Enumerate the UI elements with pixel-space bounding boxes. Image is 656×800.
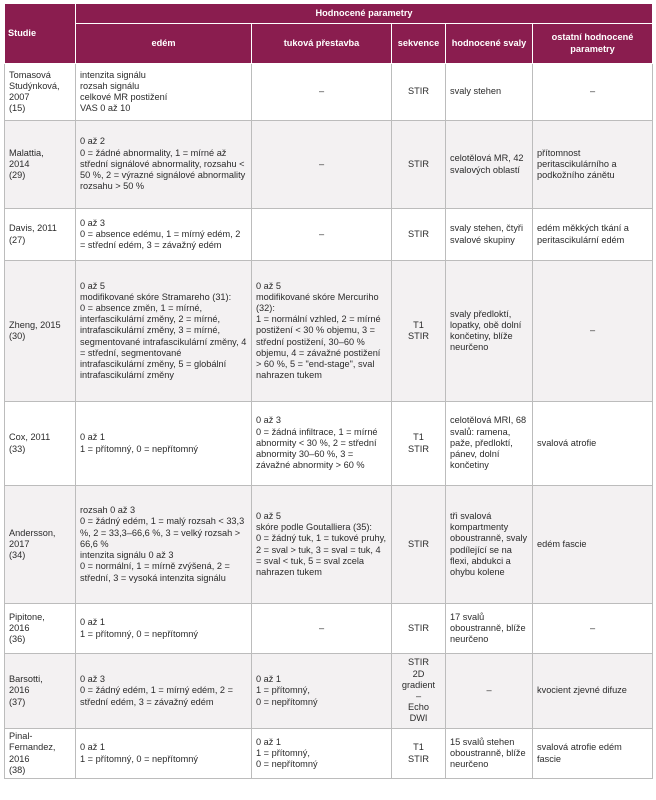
cell-line: T1	[413, 742, 424, 753]
cell-line: (29)	[9, 170, 26, 181]
cell-line: (36)	[9, 634, 26, 645]
cell-svaly	[446, 121, 533, 209]
cell-line: 0 = nepřítomný	[256, 696, 318, 707]
cell-line: gradient	[401, 679, 436, 690]
cell-edem	[76, 261, 252, 402]
cell-line: svaly stehen, čtyři svalové skupiny	[450, 223, 524, 245]
cell-line: 0 až 3	[80, 674, 106, 685]
cell-studie	[5, 486, 76, 604]
cell-ostatni	[533, 654, 653, 729]
cell-sekvence	[392, 654, 446, 729]
cell-line: (15)	[9, 103, 26, 114]
cell-tuk	[252, 654, 392, 729]
cell-line: (30)	[9, 331, 26, 341]
cell-line: kvocient zjevné difuze	[537, 685, 627, 696]
cell-line: 0 = absence edému, 1 = mírný edém, 2 = střední edém, 3 = závažný edém	[80, 228, 241, 251]
cell-edem	[76, 729, 252, 779]
cell-studie	[5, 121, 76, 209]
cell-sekvence	[392, 261, 446, 402]
header-svaly: hodnocené svaly	[446, 24, 533, 64]
cell-svaly	[446, 604, 533, 654]
cell-tuk	[252, 729, 392, 779]
cell-svaly	[446, 209, 533, 261]
cell-line: 0 = normální, 1 = mírně zvýšená, 2 = střední, 3 = vysoká intenzita signálu	[80, 561, 230, 583]
cell-edem	[76, 604, 252, 654]
cell-line: 0 až 1	[80, 617, 106, 628]
header-ostatni: ostatní hodnocené parametry	[533, 24, 653, 64]
cell-sekvence	[392, 604, 446, 654]
cell-line: 0 = žádná infiltrace, 1 = mírné abnormity < 30 %, 2 = střední abnormity 30–60 %, 3 = závažné abnormity > 60 %	[256, 426, 378, 471]
cell-line: 2014	[9, 158, 30, 169]
cell-line: Tomasová	[9, 69, 51, 80]
table-body	[5, 64, 653, 779]
cell-studie	[5, 261, 76, 402]
cell-line: STIR	[408, 331, 429, 341]
cell-line: 0 = žádný edém, 1 = mírný edém, 2 = střední edém, 3 = závažný edém	[80, 685, 233, 707]
cell-studie	[5, 604, 76, 654]
cell-line: (27)	[9, 234, 26, 245]
cell-sekvence	[392, 486, 446, 604]
cell-line: celotělová MR, 42 svalových oblastí	[450, 153, 524, 175]
cell-line: Malattia,	[9, 147, 44, 158]
cell-line: modifikované skóre Stramareho (31):	[80, 291, 232, 302]
cell-line: 0 = žádný tuk, 1 = tukové pruhy, 2 = sval > tuk, 3 = sval = tuk, 4 = sval < tuk, 5 = sval zcela nahrazen tukem	[256, 533, 387, 577]
cell-line: 2D	[412, 668, 425, 679]
cell-line: 0 až 1	[80, 432, 106, 443]
cell-ostatni	[533, 209, 653, 261]
cell-ostatni	[533, 64, 653, 121]
cell-tuk	[252, 121, 392, 209]
cell-line: 2016	[9, 622, 30, 633]
cell-line: Davis, 2011	[9, 223, 57, 234]
table-row	[5, 261, 653, 402]
cell-line: Barsotti,	[9, 674, 43, 685]
cell-ostatni	[533, 604, 653, 654]
cell-studie	[5, 209, 76, 261]
cell-line: (33)	[9, 443, 26, 454]
cell-line: 0 až 1	[256, 736, 282, 747]
cell-line: 1 = přítomný,	[256, 747, 310, 758]
cell-line: –	[318, 228, 325, 239]
cell-line: STIR	[408, 158, 429, 169]
cell-line: DWI	[409, 713, 428, 724]
cell-line: intenzita signálu 0 až 3	[80, 550, 174, 561]
cell-ostatni	[533, 402, 653, 486]
header-sekvence: sekvence	[392, 24, 446, 64]
cell-line: rozsah signálu	[80, 80, 140, 91]
cell-line: 1 = normální vzhled, 2 = mírné postižení < 30 % objemu, 3 = střední postižení, 30–60 % objemu, 4 = závažné postižení > 60 %, 5 = "end-stage", sval nahrazen tukem	[256, 314, 381, 381]
cell-line: –	[486, 685, 492, 696]
cell-line: 2016	[9, 753, 30, 764]
cell-line: T1	[413, 319, 424, 330]
cell-studie	[5, 654, 76, 729]
cell-line: edém fascie	[537, 538, 587, 549]
cell-line: 15 svalů stehen oboustranně, blíže neurčeno	[450, 736, 526, 770]
cell-sekvence	[392, 209, 446, 261]
table-row	[5, 604, 653, 654]
cell-line: svaly předloktí, lopatky, obě dolní končetiny, blíže neurčeno	[450, 308, 522, 353]
cell-line: 0 = absence změn, 1 = mírné, interfascikulární změny, 2 = mírné, intrafascikulární změny, 3 = mírné, segmentované intrafascikulární změny, 4 = střední, segmentované intrafascikulární změny, 5 = globální intrafascikulární změny	[80, 302, 247, 381]
header-group: Hodnocené parametry	[76, 4, 653, 24]
cell-line: 1 = přítomný, 0 = nepřítomný	[80, 753, 198, 764]
table-row	[5, 654, 653, 729]
table-row	[5, 486, 653, 604]
cell-line: přítomnost peritascikulárního a podkožního zánětu	[537, 147, 617, 181]
parameters-table	[4, 3, 653, 779]
header-edem: edém	[76, 24, 252, 64]
cell-line: 1 = přítomný,	[256, 685, 310, 696]
cell-studie	[5, 64, 76, 121]
cell-line: Pipitone,	[9, 611, 45, 622]
cell-sekvence	[392, 729, 446, 779]
cell-ostatni	[533, 261, 653, 402]
cell-line: –	[589, 325, 596, 336]
table-header	[5, 4, 653, 64]
cell-line: 0 až 2	[80, 136, 106, 147]
cell-line: STIR	[408, 753, 429, 764]
cell-ostatni	[533, 121, 653, 209]
cell-line: STIR	[408, 538, 429, 549]
cell-edem	[76, 402, 252, 486]
table-row	[5, 729, 653, 779]
cell-ostatni	[533, 729, 653, 779]
cell-line: STIR	[408, 86, 429, 97]
header-studie: Studie	[5, 4, 76, 64]
cell-line: 1 = přítomný, 0 = nepřítomný	[80, 443, 198, 454]
cell-line: Echo	[408, 702, 429, 713]
cell-edem	[76, 64, 252, 121]
cell-line: 0 až 5	[256, 280, 282, 291]
cell-line: edém měkkých tkání a peritascikulární edém	[537, 223, 629, 245]
cell-line: –	[318, 622, 325, 633]
cell-line: 0 až 5	[80, 280, 106, 291]
cell-svaly	[446, 654, 533, 729]
cell-edem	[76, 121, 252, 209]
header-tuk: tuková přestavba	[252, 24, 392, 64]
cell-line: celotělová MRI, 68 svalů: ramena, paže, předloktí, pánev, dolní končetiny	[450, 415, 527, 471]
cell-sekvence	[392, 121, 446, 209]
cell-svaly	[446, 729, 533, 779]
cell-line: Fernandez,	[9, 742, 56, 753]
cell-sekvence	[392, 402, 446, 486]
cell-tuk	[252, 261, 392, 402]
cell-line: tři svalová kompartmenty oboustranně, svaly podílející se na flexi, abdukci a ohybu kolene	[450, 510, 528, 577]
table-row	[5, 209, 653, 261]
cell-line: (37)	[9, 696, 26, 707]
cell-line: Studýnková,	[9, 80, 60, 91]
cell-line: –	[589, 622, 596, 633]
cell-sekvence	[392, 64, 446, 121]
cell-svaly	[446, 486, 533, 604]
cell-line: STIR	[408, 228, 429, 239]
cell-line: rozsah 0 až 3	[80, 505, 136, 516]
cell-line: 0 = žádný edém, 1 = malý rozsah < 33,3 %, 2 = 33,3–66,6 %, 3 = velký rozsah > 66,6 %	[80, 516, 245, 549]
cell-line: 2017	[9, 538, 30, 549]
cell-line: 17 svalů oboustranně, blíže neurčeno	[450, 611, 526, 645]
cell-line: celkové MR postižení	[80, 92, 168, 102]
cell-tuk	[252, 486, 392, 604]
cell-ostatni	[533, 486, 653, 604]
cell-studie	[5, 402, 76, 486]
cell-tuk	[252, 64, 392, 121]
cell-line: intenzita signálu	[80, 69, 146, 80]
cell-line: svalová atrofie	[537, 437, 597, 448]
cell-line: –	[415, 691, 422, 701]
cell-line: (38)	[9, 764, 26, 775]
cell-svaly	[446, 64, 533, 121]
table-row	[5, 121, 653, 209]
cell-line: VAS 0 až 10	[80, 103, 131, 114]
cell-tuk	[252, 209, 392, 261]
cell-line: svaly stehen	[450, 86, 502, 97]
cell-edem	[76, 209, 252, 261]
cell-line: STIR	[408, 443, 429, 454]
cell-line: 2016	[9, 685, 30, 696]
cell-line: 0 až 3	[256, 415, 282, 426]
cell-line: skóre podle Goutalliera (35):	[256, 522, 372, 533]
cell-line: –	[318, 86, 325, 97]
cell-line: Cox, 2011	[9, 432, 51, 443]
cell-line: 1 = přítomný, 0 = nepřítomný	[80, 628, 198, 639]
cell-line: Pinal-	[9, 731, 33, 742]
cell-line: 0 až 1	[80, 742, 106, 753]
cell-tuk	[252, 604, 392, 654]
cell-edem	[76, 654, 252, 729]
cell-line: 2007	[9, 92, 30, 102]
cell-svaly	[446, 402, 533, 486]
cell-studie	[5, 729, 76, 779]
cell-tuk	[252, 402, 392, 486]
cell-edem	[76, 486, 252, 604]
cell-line: modifikované skóre Mercuriho (32):	[256, 291, 379, 313]
cell-svaly	[446, 261, 533, 402]
cell-line: STIR	[408, 657, 429, 668]
table-row	[5, 402, 653, 486]
cell-line: STIR	[408, 622, 429, 633]
cell-line: –	[318, 158, 325, 169]
cell-line: svalová atrofie edém fascie	[537, 742, 622, 764]
cell-line: 0 až 3	[80, 217, 106, 228]
cell-line: T1	[413, 432, 424, 443]
cell-line: Andersson,	[9, 527, 56, 538]
cell-line: Zheng, 2015	[9, 319, 61, 330]
table-row	[5, 64, 653, 121]
cell-line: 0 = nepřítomný	[256, 759, 318, 770]
cell-line: 0 = žádné abnormality, 1 = mírné až střední signálové abnormality, rozsahu < 50 %, 2 = výrazné signálové abnormality rozsahu > 50 %	[80, 147, 246, 192]
cell-line: –	[589, 86, 596, 97]
cell-line: (34)	[9, 550, 26, 561]
cell-line: 0 až 5	[256, 510, 282, 521]
cell-line: 0 až 1	[256, 674, 282, 685]
